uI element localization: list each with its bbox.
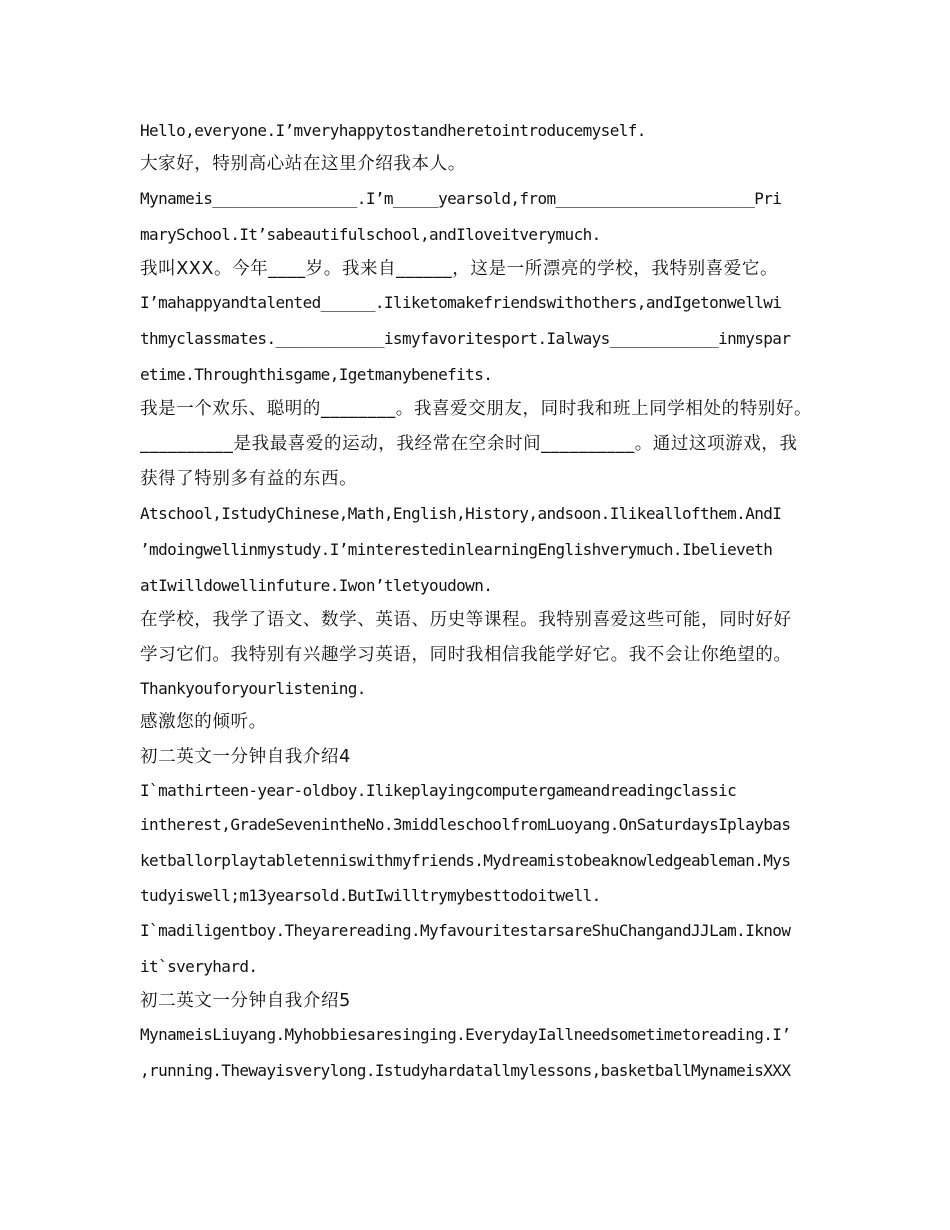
- text-line: ,running.Thewayisverylong.Istudyhardatallmylessons,basketballMynameisXXX: [140, 1061, 791, 1080]
- text-line: atIwilldowellinfuture.Iwon’tletyoudown.: [140, 576, 493, 595]
- text-line: 在学校，我学了语文、数学、英语、历史等课程。我特别喜爱这些可能，同时好好: [140, 610, 792, 630]
- text-line: I’mahappyandtalented______.Iliketomakefriendswithothers,andIgetonwellwi: [140, 293, 782, 312]
- text-line: 我是一个欢乐、聪明的________。我喜爱交朋友，同时我和班上同学相处的特别好。: [140, 399, 813, 419]
- text-line: 感激您的倾听。: [140, 712, 267, 732]
- text-line: ’mdoingwellinmystudy.I’minterestedinlearningEnglishverymuch.Ibelieveth: [140, 540, 773, 559]
- text-line: Atschool,IstudyChinese,Math,English,History,andsoon.Ilikeallofthem.AndI: [140, 504, 782, 523]
- text-line: 我叫XXX。今年____岁。我来自______，这是一所漂亮的学校，我特别喜爱它。: [140, 259, 779, 279]
- text-line: 大家好，特别高心站在这里介绍我本人。: [140, 154, 466, 174]
- text-line: 获得了特别多有益的东西。: [140, 469, 358, 489]
- section-heading: 初二英文一分钟自我介绍5: [140, 991, 351, 1011]
- text-line: marySchool.It’sabeautifulschool,andIloveitverymuch.: [140, 225, 601, 244]
- text-line: intherest,GradeSevenintheNo.3middleschoolfromLuoyang.OnSaturdaysIplaybas: [140, 815, 791, 834]
- text-line: it`sveryhard.: [140, 957, 258, 976]
- text-line: tudyiswell;m13yearsold.ButIwilltrymybesttodoitwell.: [140, 886, 601, 905]
- text-line: Thankyouforyourlistening.: [140, 679, 366, 698]
- text-line: Mynameis________________.I’m_____yearsold,from______________________Pri: [140, 189, 782, 208]
- text-line: ketballorplaytabletenniswithmyfriends.Mydreamistobeaknowledgeableman.Mys: [140, 851, 791, 870]
- text-line: MynameisLiuyang.Myhobbiesaresinging.EverydayIallneedsometimetoreading.I’: [140, 1025, 791, 1044]
- text-line: etime.Throughthisgame,Igetmanybenefits.: [140, 365, 493, 384]
- text-line: 学习它们。我特别有兴趣学习英语，同时我相信我能学好它。我不会让你绝望的。: [140, 645, 792, 665]
- section-heading: 初二英文一分钟自我介绍4: [140, 747, 351, 767]
- text-line: __________是我最喜爱的运动，我经常在空余时间__________。通过这项游戏，我: [140, 434, 798, 454]
- text-line: Hello,everyone.I’mveryhappytostandheretointroducemyself.: [140, 121, 646, 140]
- text-line: thmyclassmates.____________ismyfavoritesport.Ialways____________inmyspar: [140, 329, 791, 348]
- text-line: I`madiligentboy.Theyarereading.MyfavouritestarsareShuChangandJJLam.Iknow: [140, 921, 791, 940]
- text-line: I`mathirteen-year-oldboy.Ilikeplayingcomputergameandreadingclassic: [140, 781, 737, 800]
